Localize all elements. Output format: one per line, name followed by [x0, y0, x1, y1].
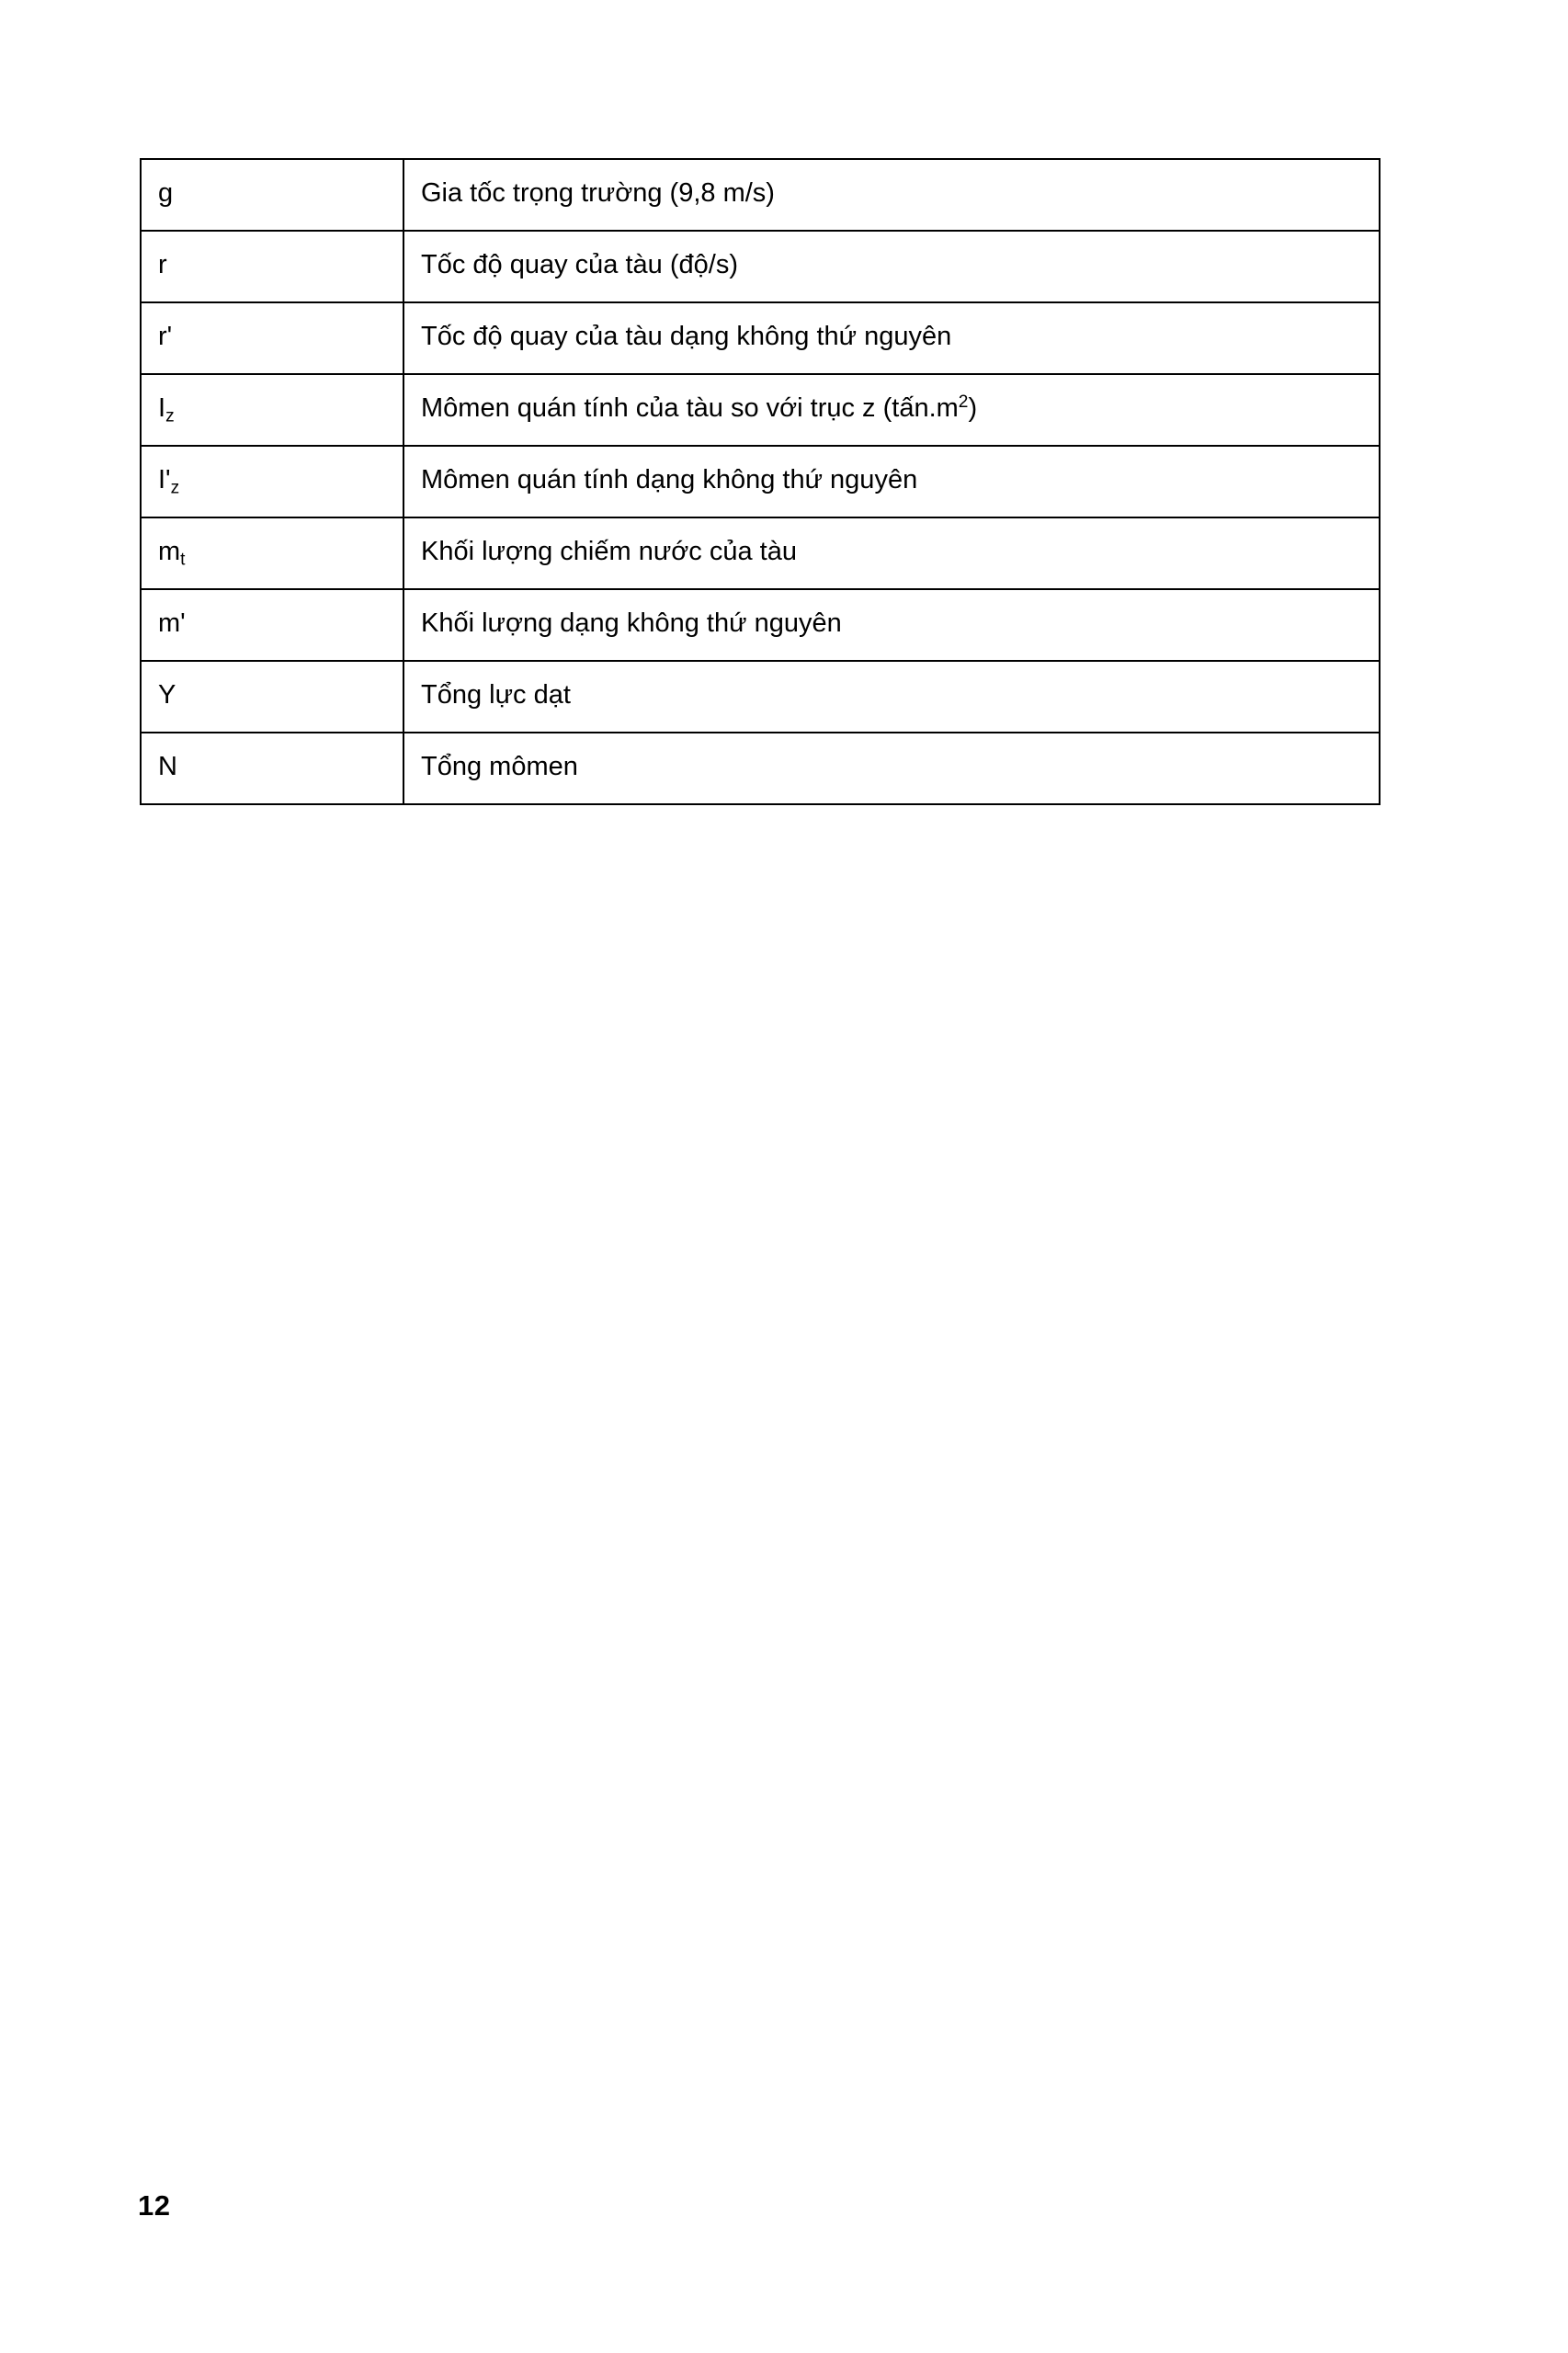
- symbol-subscript: z: [170, 478, 180, 498]
- symbol-cell: [141, 589, 403, 661]
- symbol-cell: [141, 231, 403, 302]
- symbol-cell: [141, 374, 403, 446]
- symbol-text: m: [158, 537, 181, 567]
- table-row: [141, 517, 1380, 589]
- symbol-subscript: t: [180, 550, 186, 570]
- description-cell: [403, 589, 1380, 661]
- description-text: Khối lượng chiếm nước của tàu: [421, 537, 797, 567]
- symbol-text: Y: [158, 680, 176, 710]
- symbol-text: g: [158, 178, 174, 209]
- symbol-cell: [141, 159, 403, 231]
- table-row: [141, 589, 1380, 661]
- description-tail: ): [968, 393, 978, 424]
- description-text: Tổng lực dạt: [421, 680, 571, 710]
- description-text: Mômen quán tính của tàu so với trục z (tấn.m: [421, 393, 959, 424]
- table-row: [141, 661, 1380, 733]
- symbol-text: I': [158, 465, 171, 495]
- symbol-text: r: [158, 250, 167, 280]
- description-text: Tốc độ quay của tàu dạng không thứ nguyên: [421, 322, 952, 352]
- description-text: Tổng mômen: [421, 752, 578, 782]
- table-row: [141, 159, 1380, 231]
- description-text: Khối lượng dạng không thứ nguyên: [421, 608, 842, 639]
- table-row: [141, 302, 1380, 374]
- description-cell: [403, 446, 1380, 517]
- table-row: [141, 733, 1380, 804]
- symbol-text: r': [158, 322, 173, 352]
- table-body: [141, 159, 1380, 804]
- description-cell: [403, 733, 1380, 804]
- page-number: 12: [138, 2189, 171, 2222]
- description-cell: [403, 231, 1380, 302]
- symbol-cell: [141, 517, 403, 589]
- description-cell: [403, 159, 1380, 231]
- description-cell: [403, 517, 1380, 589]
- symbol-definitions-table: [140, 158, 1381, 805]
- symbol-text: I: [158, 393, 166, 424]
- table-row: [141, 446, 1380, 517]
- description-cell: [403, 302, 1380, 374]
- symbol-cell: [141, 661, 403, 733]
- description-text: Tốc độ quay của tàu (độ/s): [421, 250, 738, 280]
- description-text: Mômen quán tính dạng không thứ nguyên: [421, 465, 918, 495]
- description-cell: [403, 661, 1380, 733]
- table-row: [141, 374, 1380, 446]
- symbol-cell: [141, 733, 403, 804]
- description-superscript: 2: [958, 392, 969, 413]
- symbol-text: N: [158, 752, 177, 782]
- symbol-subscript: z: [165, 406, 175, 426]
- symbol-cell: [141, 446, 403, 517]
- table-row: [141, 231, 1380, 302]
- description-cell: [403, 374, 1380, 446]
- symbol-text: m': [158, 608, 186, 639]
- description-text: Gia tốc trọng trường (9,8 m/s): [421, 178, 775, 209]
- symbol-cell: [141, 302, 403, 374]
